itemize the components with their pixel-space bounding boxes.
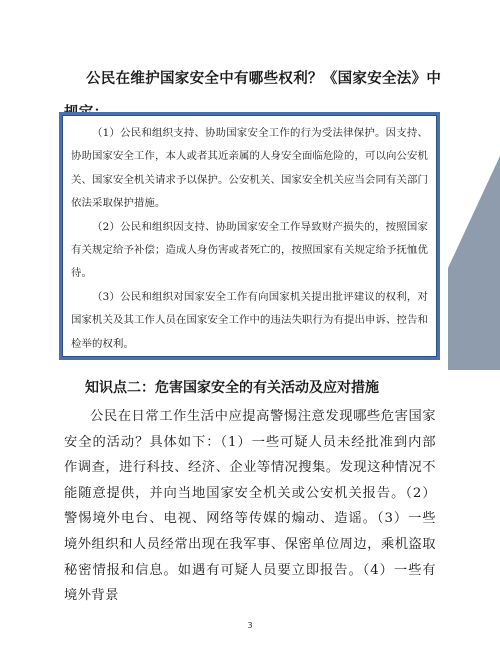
rights-paragraph-1: （1）公民和组织支持、协助国家安全工作的行为受法律保护。因支持、协助国家安全工作，本人或者其近亲属的人身安全面临危险的，可以向公安机关、国家安全机关请求予以保护。公安机关、国家安全机关应当会同有关部门依法采取保护措施。: [71, 127, 428, 210]
question-heading: 公民在维护国家安全中有哪些权利？《国家安全法》中: [86, 71, 442, 87]
rights-paragraph-2: （2）公民和组织因支持、协助国家安全工作导致财产损失的，按照国家有关规定给予补偿；造成人身伤害或者死亡的，按照国家有关规定给予抚恤优待。: [71, 220, 428, 280]
page-number: 3: [247, 621, 253, 630]
section-title: 知识点二：危害国家安全的有关活动及应对措施: [85, 380, 379, 396]
rights-box: [59, 112, 440, 360]
rights-paragraph-3: （3）公民和组织对国家安全工作有向国家机关提出批评建议的权利，对国家机关及其工作人员在国家安全工作中的违法失职行为有提出申诉、控告和检举的权利。: [71, 290, 428, 350]
rights-box-inner: [62, 115, 437, 357]
body-paragraph: 公民在日常工作生活中应提高警惕注意发现哪些危害国家安全的活动？具体如下：（1）一些可疑人员未经批准到内部作调查，进行科技、经济、企业等情况搜集。发现这种情况不能随意提供，并向当地国家安全机关或公安机关报告。（2）警惕境外电台、电视、网络等传媒的煽动、造谣。（3）一些境外组织和人员经常出现在我军事、保密单位周边，乘机盗取秘密情报和信息。如遇有可疑人员要立即报告。（4）一些有境外背景: [64, 409, 436, 604]
decorative-side-shape: [448, 156, 500, 370]
